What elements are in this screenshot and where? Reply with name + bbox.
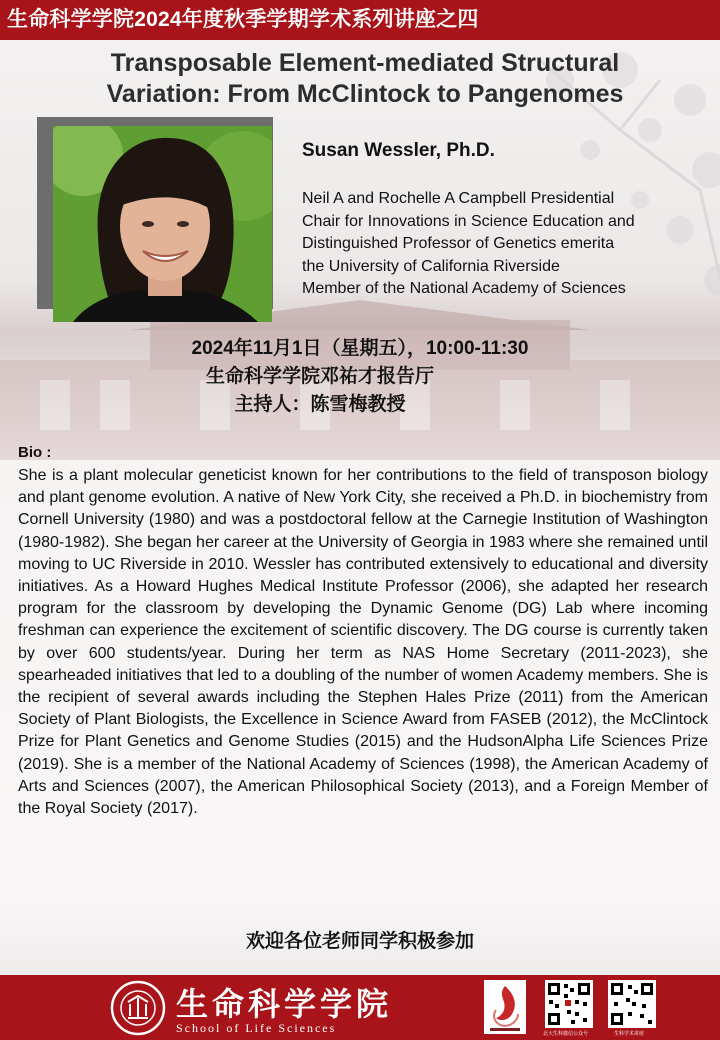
affiliation-line: Distinguished Professor of Genetics emerita xyxy=(302,235,615,252)
bio-label: Bio : xyxy=(18,444,52,461)
speaker-portrait-icon xyxy=(53,126,272,322)
qr-caption: 生科学术讲座 xyxy=(614,1031,645,1037)
speaker-photo xyxy=(53,126,272,322)
phoenix-logo-icon xyxy=(484,980,526,1034)
event-venue: 生命科学学院邓祐才报告厅 xyxy=(205,366,434,387)
affiliation-line: the University of California Riverside xyxy=(302,257,560,275)
series-title-banner: 生命科学学院2024年度秋季学期学术系列讲座之四 xyxy=(0,0,720,40)
school-name-en: School of Life Sciences xyxy=(176,1021,337,1035)
affiliation-line: Chair for Innovations in Science Education and xyxy=(302,212,635,230)
talk-title xyxy=(20,48,710,110)
speaker-affiliation xyxy=(302,188,712,301)
event-info xyxy=(0,335,720,419)
qr-code-icon[interactable] xyxy=(545,980,593,1028)
talk-title-line-1: Transposable Element-mediated Structural xyxy=(110,49,620,77)
affiliation-line: Neil A and Rochelle A Campbell Presidential xyxy=(302,190,615,207)
talk-title-line-2: Variation: From McClintock to Pangenomes xyxy=(106,80,624,108)
qr-code-icon[interactable] xyxy=(608,980,656,1028)
welcome-message: 欢迎各位老师同学积极参加 xyxy=(245,931,474,952)
affiliation-line: Member of the National Academy of Sciences xyxy=(302,280,626,297)
bio-text: She is a plant molecular geneticist known for her contributions to the field of transposon biology and plant genome evolution. A native of New York City, she received a Ph.D. in biochemistry from Cornell University (1980) and was a postdoctoral fellow at the Carnegie Institution of Washington (1980-1982). She began her career at the University of Georgia in 1983 where she remained until moving to UC Riverside in 2010. Wessler has contributed extensively to educational and diversity initiatives. As a Howard Hughes Medical Institute Professor (2006), she adapted her research program for the classroom by developing the Dynamic Genome (DG) Lab where incoming freshman can experience the excitement of scientific discovery. The DG course is currently taken by over 600 students/year. During her term as NAS Home Secretary (2011-2023), she spearheaded initiatives that led to a doubling of the number of women Academy members. She is the recipient of several awards including the Stephen Hales Prize (2011) from the American Society of Plant Biologists, the Excellence in Science Award from FASEB (2012), the McClintock Prize for Plant Genetics and Genome Studies (2015) and the HudsonAlpha Life Sciences Prize (2019). She is a member of the National Academy of Sciences (1998), the American Academy of Arts and Sciences (2007), the American Philosophical Society (2013), and a Foreign Member of the Royal Society (2017). xyxy=(18,467,708,818)
qr-caption: 北大生科微信公众号 xyxy=(543,1031,589,1037)
school-name-cn: 生命科学学院 xyxy=(176,985,393,1023)
event-datetime: 2024年11月1日（星期五），10:00-11:30 xyxy=(191,338,529,359)
event-host: 主持人：陈雪梅教授 xyxy=(234,394,406,415)
university-seal-icon xyxy=(110,980,166,1036)
speaker-name: Susan Wessler, Ph.D. xyxy=(302,140,495,161)
